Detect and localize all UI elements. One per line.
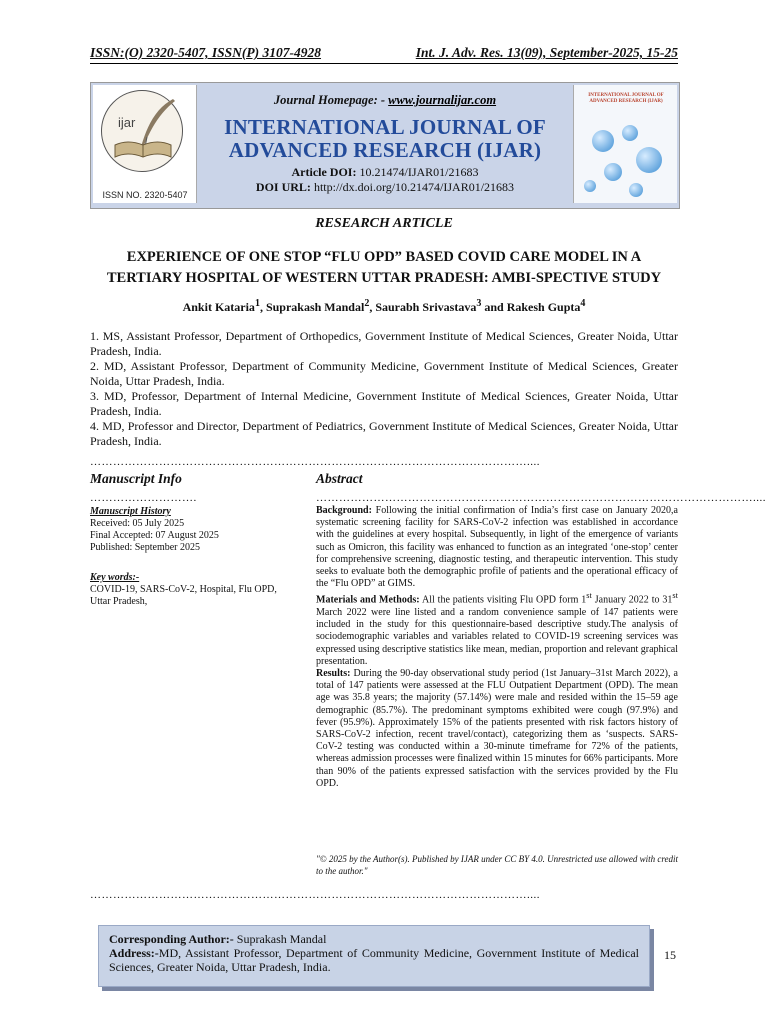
title-line1: EXPERIENCE OF ONE STOP “FLU OPD” BASED COVID CARE MODEL IN A [126, 249, 642, 265]
author-sup: 1 [254, 298, 260, 309]
results-label: Results: [316, 667, 351, 679]
dotted-divider: …………………………………………………………………………………………………….... [316, 492, 766, 504]
abstract-heading: Abstract [316, 471, 363, 486]
history-label: Manuscript History [90, 506, 171, 517]
results-text: During the 90-day observational study period (1st January–31st March 2022), a total of 147 patients were assessed at the FLU Outpatient Department (OPD). The mean age was 35.8 years; the majority (57.14%) were male and resided within the 15–59 age demographic (85.7%). The predominant symptoms exhibited were cough (97.9%) and fever (95.9%). Approximately 15% of the patients presented with risk factors history of SARS-CoV-2 infection, recent travel/contact), categorizing them as ‘suspects. SARS-CoV-2 testing was conducted within a 30-minute timeframe for 72% of the patients, whereas admission processes were finalized within 15 minutes for 66% participants. More than 90% of the patients expressed satisfaction with the services provided by the Flu OPD. [316, 667, 678, 789]
homepage-label: Journal Homepage: - [273, 93, 386, 107]
affiliation: 3. MD, Professor, Department of Internal Medicine, Government Institute of Medical Sciences, Greater Noida, Uttar Pradesh, India. [90, 389, 678, 418]
abstract-body [316, 505, 678, 790]
author-list [90, 298, 678, 315]
manuscript-info [90, 506, 290, 608]
author-name: Saurabh Srivastava [375, 300, 477, 314]
author-separator: and [481, 300, 507, 314]
affiliation: 1. MS, Assistant Professor, Department of Orthopedics, Government Institute of Medical Sciences, Greater Noida, Uttar Pradesh, India. [90, 329, 678, 358]
background-label: Background: [316, 505, 372, 516]
methods-label: Materials and Methods: [316, 594, 420, 606]
page-number: 15 [664, 948, 676, 962]
citation-text: Int. J. Adv. Res. 13(09), September-2025, 15-25 [415, 45, 678, 60]
corresponding-label: Corresponding Author:- [109, 932, 234, 946]
molecule-icon [604, 163, 622, 181]
doi-url[interactable]: http://dx.doi.org/10.21474/IJAR01/21683 [313, 180, 515, 194]
dotted-divider: …………………………………………………………………………………………………….... [90, 889, 540, 901]
affiliation: 2. MD, Assistant Professor, Department of Community Medicine, Government Institute of Medical Sciences, Greater Noida, Uttar Pradesh, India. [90, 359, 678, 388]
author-name: Suprakash Mandal [265, 300, 365, 314]
accepted-date: Final Accepted: 07 August 2025 [90, 530, 219, 541]
dotted-divider: …………………………………………………………………………………………………….... [90, 456, 540, 468]
license-note: "© 2025 by the Author(s). Published by IJAR under CC BY 4.0. Unrestricted use allowed with credit to the author." [316, 854, 678, 876]
running-header [90, 45, 678, 64]
author-separator: , [369, 300, 376, 314]
homepage-link[interactable]: www.journalijar.com [388, 93, 497, 107]
cover-title: INTERNATIONAL JOURNAL OF ADVANCED RESEARCH (IJAR) [588, 93, 664, 104]
paper-title [90, 247, 678, 289]
affiliations [90, 329, 678, 449]
keywords-label: Key words:- [90, 572, 140, 583]
published-date: Published: September 2025 [90, 542, 200, 553]
journal-cover [573, 85, 677, 203]
article-doi[interactable]: 10.21474/IJAR01/21683 [359, 165, 479, 179]
author-sup: 3 [476, 298, 482, 309]
corresponding-name: Suprakash Mandal [233, 932, 327, 946]
molecule-icon [622, 125, 638, 141]
author-sup: 2 [364, 298, 370, 309]
molecule-icon [584, 180, 596, 192]
address-label: Address:- [109, 946, 159, 960]
journal-title-line2: ADVANCED RESEARCH (IJAR) [228, 138, 542, 162]
received-date: Received: 05 July 2025 [90, 518, 185, 529]
corresponding-author-box [98, 925, 650, 987]
title-line2: TERTIARY HOSPITAL OF WESTERN UTTAR PRADESH: AMBI-SPECTIVE STUDY [106, 270, 662, 286]
molecule-icon [629, 183, 643, 197]
article-doi-label: Article DOI: [291, 165, 357, 179]
author-sup: 4 [580, 298, 586, 309]
logo-issn: ISSN NO. 2320-5407 [102, 190, 188, 200]
journal-banner [90, 82, 680, 209]
doi-url-label: DOI URL: [255, 180, 311, 194]
keywords: COVID-19, SARS-CoV-2, Hospital, Flu OPD, Uttar Pradesh, [90, 584, 277, 607]
manuscript-info-heading: Manuscript Info [90, 471, 182, 486]
methods-text: March 2022 were line listed and a random convenience sample of 147 patients were included in the study for this questionnaire-based descriptive study.The analysis of sociodemographic variables and variables related to COVID-19 screening services was expressed using descriptive statistics like mean, median, proportion and relevant graphical presentation. [316, 606, 678, 667]
author-name: Rakesh Gupta [506, 300, 581, 314]
logo-text: ijar [118, 115, 136, 130]
corresponding-address: MD, Assistant Professor, Department of Community Medicine, Government Institute of Medical Sciences, Greater Noida, Uttar Pradesh, India. [109, 946, 639, 974]
author-name: Ankit Kataria [182, 300, 255, 314]
methods-text: January 2022 to 31 [591, 594, 673, 606]
ordinal-sup: st [586, 591, 592, 601]
article-type: RESEARCH ARTICLE [315, 216, 453, 231]
ordinal-sup: st [672, 591, 678, 601]
molecule-icon [636, 147, 662, 173]
affiliation: 4. MD, Professor and Director, Department of Pediatrics, Government Institute of Medical Sciences, Greater Noida, Uttar Pradesh, India. [90, 419, 678, 448]
molecule-icon [592, 130, 614, 152]
author-separator: , [259, 300, 266, 314]
journal-title-line1: INTERNATIONAL JOURNAL OF [224, 115, 546, 139]
background-text: Following the initial confirmation of India’s first case on January 2020,a systematic screening facility for SARS-CoV-2 infection was established in accordance with the guidelines at every hospital. Subsequently, in light of the emergence of variants such as Omicron, this facility was enhanced to function as an integrated ‘one-stop’ center for comprehensive screening, diagnostic testing, and therapeutic intervention. This study seeks to evaluate both the demographic profile of patients and the operational efficacy of the “Flu OPD” at GIMS. [316, 505, 678, 590]
dotted-divider: ………………………. [90, 492, 197, 504]
issn-text: ISSN:(O) 2320-5407, ISSN(P) 3107-4928 [90, 45, 322, 60]
methods-text: All the patients visiting Flu OPD form 1 [419, 594, 587, 606]
